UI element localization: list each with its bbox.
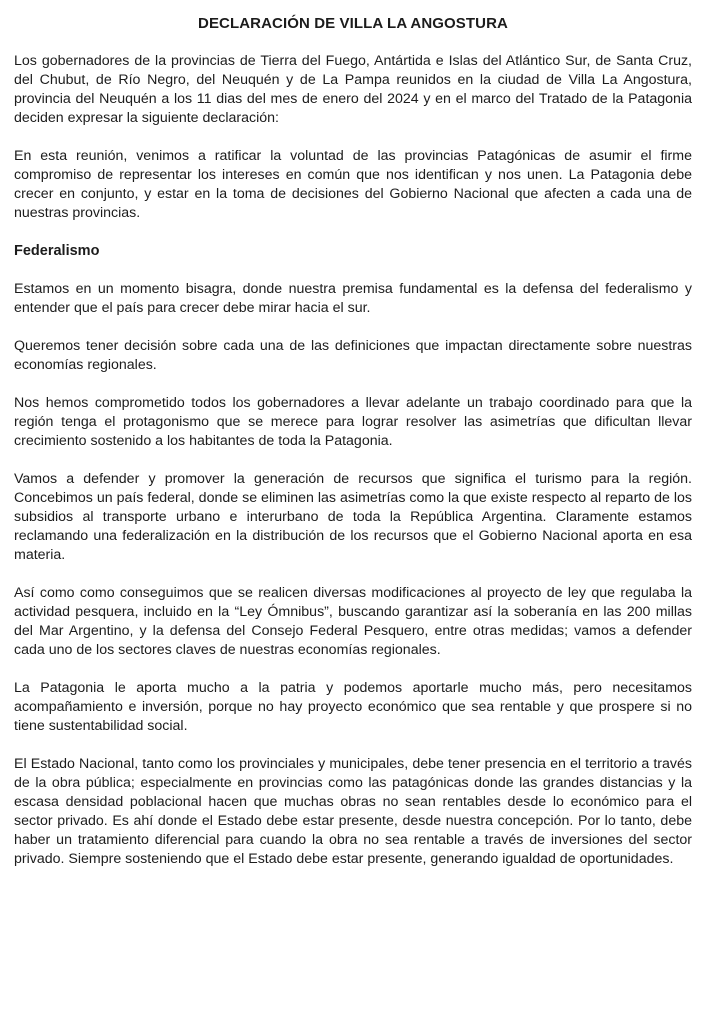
section-heading-federalismo: Federalismo bbox=[14, 243, 100, 259]
paragraph-7: La Patagonia le aporta mucho a la patria y podemos aportarle mucho más, pero necesitamos acompañamiento e inversión, porque no hay proyecto económico que sea rentable y que prospere si no tiene sustentabilidad social. bbox=[14, 680, 692, 734]
paragraph-5: Vamos a defender y promover la generación de recursos que significa el turismo para la región. Concebimos un país federal, donde se eliminen las asimetrías como la que existe respecto al reparto de los subsidios al transporte urbano e interurbano de toda la República Argentina. Claramente estamos reclamando una federalización en la distribución de los recursos que el Gobierno Nacional aporta en esa materia. bbox=[14, 471, 692, 563]
paragraph-2: Estamos en un momento bisagra, donde nuestra premisa fundamental es la defensa del federalismo y entender que el país para crecer debe mirar hacia el sur. bbox=[14, 281, 692, 316]
document-title: DECLARACIÓN DE VILLA LA ANGOSTURA bbox=[198, 15, 508, 32]
paragraph-4: Nos hemos comprometido todos los gobernadores a llevar adelante un trabajo coordinado para que la región tenga el protagonismo que se merece para lograr resolver las asimetrías que dificultan llevar crecimiento sostenido a los habitantes de toda la Patagonia. bbox=[14, 395, 692, 449]
intro-paragraph: Los gobernadores de la provincias de Tierra del Fuego, Antártida e Islas del Atlántico Sur, de Santa Cruz, del Chubut, de Río Negro, del Neuquén y de La Pampa reunidos en la ciudad de Villa La Angostura, provincia del Neuquén a los 11 dias del mes de enero del 2024 y en el marco del Tratado de la Patagonia deciden expresar la siguiente declaración: bbox=[14, 53, 692, 126]
paragraph-3: Queremos tener decisión sobre cada una de las definiciones que impactan directamente sobre nuestras economías regionales. bbox=[14, 338, 692, 373]
paragraph-1: En esta reunión, venimos a ratificar la voluntad de las provincias Patagónicas de asumir el firme compromiso de representar los intereses en común que nos identifican y nos unen. La Patagonia debe crecer en conjunto, y estar en la toma de decisiones del Gobierno Nacional que afecten a cada una de nuestras provincias. bbox=[14, 148, 692, 221]
paragraph-8: El Estado Nacional, tanto como los provinciales y municipales, debe tener presencia en el territorio a través de la obra pública; especialmente en provincias como las patagónicas donde las grandes distancias y la escasa densidad poblacional hacen que muchas obras no sean rentables desde lo económico para el sector privado. Es ahí donde el Estado debe estar presente, desde nuestra concepción. Por lo tanto, debe haber un tratamiento diferencial para cuando la obra no sea rentable a través de inversiones del sector privado. Siempre sosteniendo que el Estado debe estar presente, generando igualdad de oportunidades. bbox=[14, 756, 692, 867]
paragraph-6: Así como como conseguimos que se realicen diversas modificaciones al proyecto de ley que regulaba la actividad pesquera, incluido en la “Ley Ómnibus”, buscando garantizar así la soberanía en las 200 millas del Mar Argentino, y la defensa del Consejo Federal Pesquero, entre otras medidas; vamos a defender cada uno de los sectores claves de nuestras economías regionales. bbox=[14, 585, 692, 658]
